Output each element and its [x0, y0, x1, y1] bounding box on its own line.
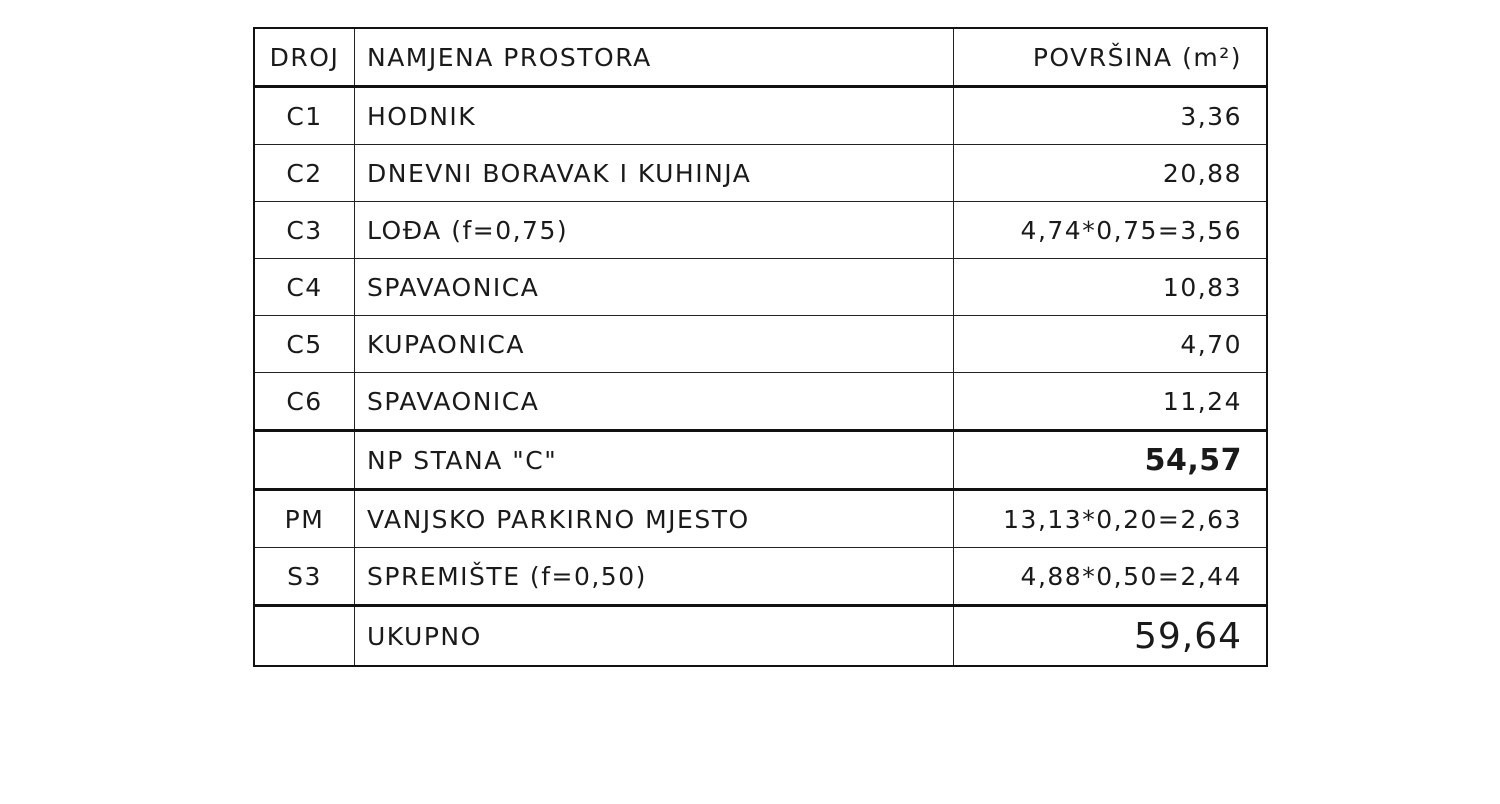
room-area: 11,24: [954, 373, 1268, 431]
subtotal-area: [954, 431, 1268, 490]
room-name: DNEVNI BORAVAK I KUHINJA: [355, 145, 954, 202]
subtotal-row: [254, 431, 1267, 490]
room-code: C2: [254, 145, 355, 202]
subtotal-value: 54,57: [1144, 442, 1242, 478]
header-name: NAMJENA PROSTORA: [355, 28, 954, 87]
table-row: [254, 87, 1267, 145]
subtotal-label: NP STANA "C": [355, 431, 954, 490]
table-row: [254, 202, 1267, 259]
room-name: KUPAONICA: [355, 316, 954, 373]
table-row: [254, 548, 1267, 606]
total-area: [954, 606, 1268, 667]
table-header-row: [254, 28, 1267, 87]
room-code: C1: [254, 87, 355, 145]
table-row: [254, 373, 1267, 431]
extra-name: VANJSKO PARKIRNO MJESTO: [355, 490, 954, 548]
room-name: LOĐA (f=0,75): [355, 202, 954, 259]
room-code: C4: [254, 259, 355, 316]
total-row: [254, 606, 1267, 667]
table-row: [254, 145, 1267, 202]
subtotal-code: [254, 431, 355, 490]
room-name: HODNIK: [355, 87, 954, 145]
extra-area: 4,88*0,50=2,44: [954, 548, 1268, 606]
extra-name: SPREMIŠTE (f=0,50): [355, 548, 954, 606]
total-label: UKUPNO: [355, 606, 954, 667]
extra-code: S3: [254, 548, 355, 606]
extra-code: PM: [254, 490, 355, 548]
room-code: C5: [254, 316, 355, 373]
room-code: C6: [254, 373, 355, 431]
room-area: 20,88: [954, 145, 1268, 202]
table-row: [254, 259, 1267, 316]
room-name: SPAVAONICA: [355, 373, 954, 431]
room-area: 4,74*0,75=3,56: [954, 202, 1268, 259]
header-area: POVRŠINA (m²): [954, 28, 1268, 87]
room-area: 10,83: [954, 259, 1268, 316]
table-row: [254, 316, 1267, 373]
room-area: 3,36: [954, 87, 1268, 145]
header-code: DROJ: [254, 28, 355, 87]
extra-area: 13,13*0,20=2,63: [954, 490, 1268, 548]
room-name: SPAVAONICA: [355, 259, 954, 316]
total-code: [254, 606, 355, 667]
total-value: 59,64: [1133, 615, 1242, 657]
room-code: C3: [254, 202, 355, 259]
room-area: 4,70: [954, 316, 1268, 373]
area-table: [253, 27, 1268, 667]
table-row: [254, 490, 1267, 548]
